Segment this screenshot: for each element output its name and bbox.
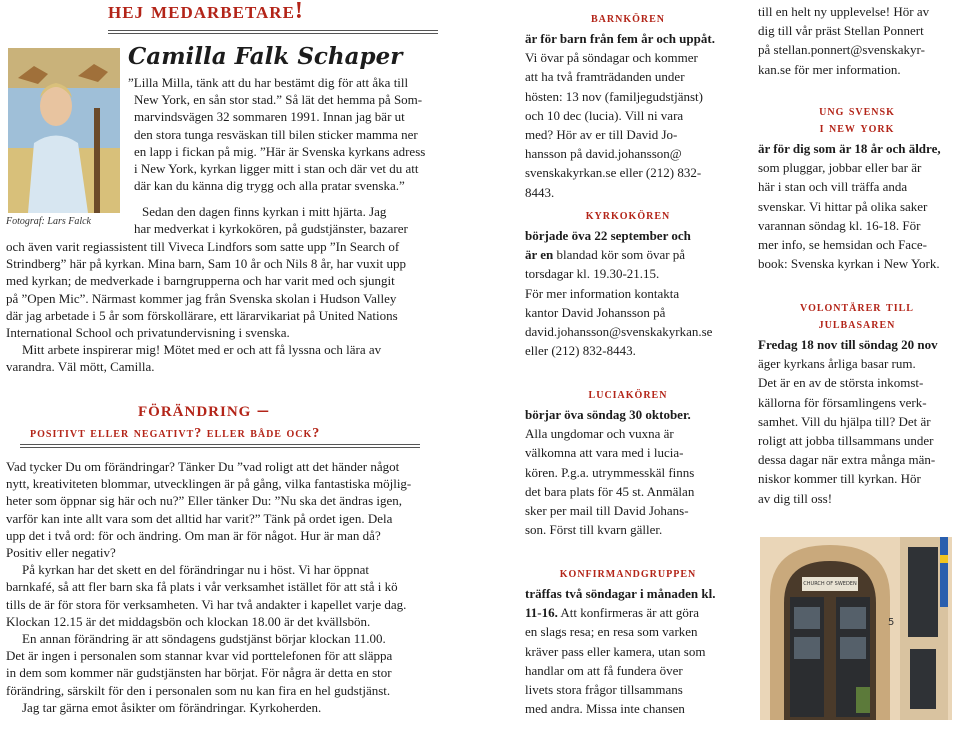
text-line: Alla ungdomar och vuxna är <box>525 426 674 442</box>
kyrkokoren-section <box>525 207 731 360</box>
door-number: 5 <box>888 617 895 628</box>
text-line: hösten: 13 nov (familjegudstjänst) <box>525 88 704 104</box>
intro-text-2 <box>128 203 434 237</box>
barnkoren-title: barnkören <box>590 11 665 26</box>
text-line: handlar om att få fundera över <box>525 662 683 678</box>
text-line: det bara plats för 45 st. Anmälan <box>525 483 695 499</box>
text-line: där jag arbetade i 5 år som förskollärare, ett lärarvikariat på United Nations <box>6 307 398 323</box>
text-line: Det är ingen i personalen som stannar kvar vid porttelefonen för att släppa <box>6 648 393 664</box>
text-line: Klockan 12.15 är det middagsbön och klockan 18.00 är det kvällsbön. <box>6 613 371 629</box>
text-line: Vi övar på söndagar och kommer <box>525 50 698 66</box>
text-line: samhet. Vill du hjälpa till? Det är <box>758 413 931 429</box>
text-line: äger kyrkans årliga basar rum. <box>758 356 916 372</box>
konfirm-title: konfirmandgruppen <box>559 566 697 581</box>
text-fragment: blandad kör som övar på <box>553 247 686 263</box>
continued-text <box>758 2 956 79</box>
text-line: barnkafé, så att fler barn ska få plats i vår verksamhet istället för att stå i kö <box>6 579 398 595</box>
text-line: ”Lilla Milla, tänk att du har bestämt dig för att åka till <box>128 75 409 90</box>
text-line: förändring, särskilt för den i personalen som nu kan fira en hel gudstjänst. <box>6 682 391 698</box>
text-line: För mer information kontakta <box>525 285 680 301</box>
text-line: upp det i två ord: för och ändring. Om man är för något. Hur är man då? <box>6 527 381 543</box>
text-line: och även varit regiassistent till Viveca Lindfors som satte upp ”In Search of <box>6 239 400 254</box>
photo-credit: Fotograf: Lars Falck <box>6 216 91 227</box>
text-line: har medverkat i kyrkokören, på gudstjänster, bazarer <box>134 221 408 237</box>
text-line: På kyrkan har det skett en del förändringar nu i höst. Vi har öppnat <box>22 562 370 578</box>
volontarer-lead: Fredag 18 nov till söndag 20 nov <box>758 337 938 352</box>
volontarer-title: volontärer till <box>800 300 914 315</box>
kyrkokoren-lead-2: är en <box>525 247 554 263</box>
change-article <box>6 458 434 716</box>
text-line: hansson på david.johansson@ <box>525 146 682 162</box>
text-line: sker per mail till David Johans- <box>525 503 689 519</box>
text-line: roligt att jobba tillsammans under <box>758 433 934 449</box>
text-line: på stellan.ponnert@svenskakyr- <box>758 42 925 58</box>
text-line: son. Först till kvarn gäller. <box>525 522 663 538</box>
konfirm-lead: träffas två söndagar i månaden kl. <box>525 586 716 601</box>
change-rule <box>20 444 420 448</box>
volontarer-title-2: julbasaren <box>818 317 896 332</box>
text-line: med? Hör av er till David Jo- <box>525 127 678 143</box>
door-sign: CHURCH OF SWEDEN <box>803 581 857 587</box>
luciakoren-section <box>525 386 731 539</box>
text-line: tills de är för stora för verksamheten. Vi har två andakter i kapellet varje dag. <box>6 596 407 612</box>
text-line <box>525 245 731 264</box>
text-line: med kyrkan; de medverkade i barngrupperna och har varit med och sjungit <box>6 273 395 289</box>
luciakoren-lead: börjar öva söndag 30 oktober. <box>525 407 691 422</box>
text-line: som pluggar, jobbar eller bar är <box>758 160 922 176</box>
text-line: här i stan och vill träffa anda <box>758 179 908 195</box>
text-line: kan.se för mer information. <box>758 61 901 77</box>
text-line: niskor kommer till kyrkan. Hör <box>758 471 921 487</box>
text-line: nytt, kreativiteten blommar, utvecklingen är på gång, vilka fantastiska möjlig- <box>6 476 412 492</box>
text-line: kantor David Johansson på <box>525 304 666 320</box>
intro-text-3 <box>6 238 434 376</box>
church-door-photo <box>760 537 952 720</box>
text-line: till en helt ny upplevelse! Hör av <box>758 4 930 19</box>
text-line: i New York, kyrkan ligger mitt i stan och där vet du att <box>134 161 419 177</box>
text-line: och 10 dec (lucia). Vill ni vara <box>525 107 684 123</box>
text-line: dig till vår präst Stellan Ponnert <box>758 23 924 39</box>
text-line: kräver pass eller kamera, utan som <box>525 643 706 659</box>
text-line: varannan söndag kl. 16-18. För <box>758 217 921 233</box>
ung-svensk-title: ung svensk <box>819 104 895 119</box>
ung-svensk-section <box>758 103 956 273</box>
text-line: Sedan den dagen finns kyrkan i mitt hjärta. Jag <box>142 204 387 219</box>
header-rule <box>108 30 438 34</box>
text-line: dessa dagar när extra många män- <box>758 452 936 468</box>
text-line: heter som öppnar sig här och nu?” Eller tänker Du: ”Nu ska det ändras igen, <box>6 493 403 509</box>
text-line: eller (212) 832-8443. <box>525 343 636 359</box>
text-line: källorna för församlingens verk- <box>758 394 927 410</box>
text-line: livets stora frågor tillsammans <box>525 682 683 698</box>
text-line: david.johansson@svenskakyrkan.se <box>525 324 713 340</box>
kyrkokoren-lead: började öva 22 september och <box>525 228 691 243</box>
ung-svensk-title-2: i new york <box>819 121 895 136</box>
text-line: mer info, se hemsidan och Face- <box>758 237 927 253</box>
text-line: en slags resa; en resa som varken <box>525 624 698 640</box>
text-line: varför kan inte allt vara som det alltid har varit?” Tänk på ordet igen. Dela <box>6 510 393 526</box>
text-line: där kan du känna dig trygg och alla pratar svenska.” <box>134 178 405 194</box>
konfirm-section <box>525 565 731 718</box>
text-fragment: Att konfirmeras är att göra <box>557 605 700 621</box>
text-line: International School och privatundervisning i svenska. <box>6 325 290 341</box>
text-line: av dig till oss! <box>758 490 833 506</box>
konfirm-lead-2: 11-16. <box>525 605 558 621</box>
text-line: den stora tunga resväskan till bilen sticker mamma ner <box>134 126 418 142</box>
text-line: Jag tar gärna emot åsikter om förändringar. Kyrkoherden. <box>22 699 322 715</box>
text-line: på ”Open Mic”. Närmast kommer jag från Svenska skolan i Hudson Valley <box>6 290 397 306</box>
ung-svensk-lead: är för dig som är 18 år och äldre, <box>758 141 941 156</box>
text-line: Positiv eller negativ? <box>6 545 116 561</box>
text-line: torsdagar kl. 19.30-21.15. <box>525 266 660 282</box>
kyrkokoren-title: kyrkokören <box>585 208 671 223</box>
text-line: kören. P.g.a. utrymmesskäl finns <box>525 464 695 480</box>
text-line: med andra. Missa inte chansen <box>525 701 685 717</box>
text-line: En annan förändring är att söndagens gudstjänst börjar klockan 11.00. <box>22 631 386 647</box>
text-line: Vad tycker Du om förändringar? Tänker Du ”vad roligt att det händer något <box>6 459 400 474</box>
volontarer-section <box>758 299 956 508</box>
text-line: in dem som kommer när gudstjänsten har börjat. För några är detta en stor <box>6 665 392 681</box>
text-line: New York, en sån stor stad.” Så lät det hemma på Som- <box>134 92 423 108</box>
text-line: varandra. Väl mött, Camilla. <box>6 359 155 375</box>
text-line: att ha två framträdanden under <box>525 69 685 85</box>
text-line: välkomna att vara med i lucia- <box>525 445 684 461</box>
portrait-photo <box>8 48 120 213</box>
text-line: Mitt arbete inspirerar mig! Mötet med er och att få lyssna och lära av <box>22 342 382 358</box>
text-line: svenskakyrkan.se eller (212) 832- <box>525 165 702 181</box>
text-line: marvindsvägen 32 sommaren 1991. Innan jag bär ut <box>134 109 405 125</box>
author-name: Camilla Falk Schaper <box>128 43 403 70</box>
page-header: hej medarbetare! <box>108 0 304 24</box>
text-line: Det är en av de största inkomst- <box>758 375 924 391</box>
change-title: förändring – <box>138 397 270 421</box>
text-line: svenskar. Vi hittar på olika saker <box>758 198 928 214</box>
luciakoren-title: luciakören <box>588 387 668 402</box>
text-line: 8443. <box>525 184 555 200</box>
barnkoren-lead: är för barn från fem år och uppåt. <box>525 31 715 46</box>
change-subtitle: positivt eller negativt? eller både ock? <box>30 426 321 441</box>
text-line: en lapp i fickan på mig. ”Här är Svenska kyrkans adress <box>134 143 426 159</box>
barnkoren-section <box>525 10 731 202</box>
text-line: book: Svenska kyrkan i New York. <box>758 256 940 272</box>
text-line <box>525 603 731 622</box>
text-line: Strindberg” här på kyrkan. Mina barn, Sam 10 år och Nils 8 år, har vuxit upp <box>6 256 406 272</box>
intro-text <box>128 74 434 194</box>
